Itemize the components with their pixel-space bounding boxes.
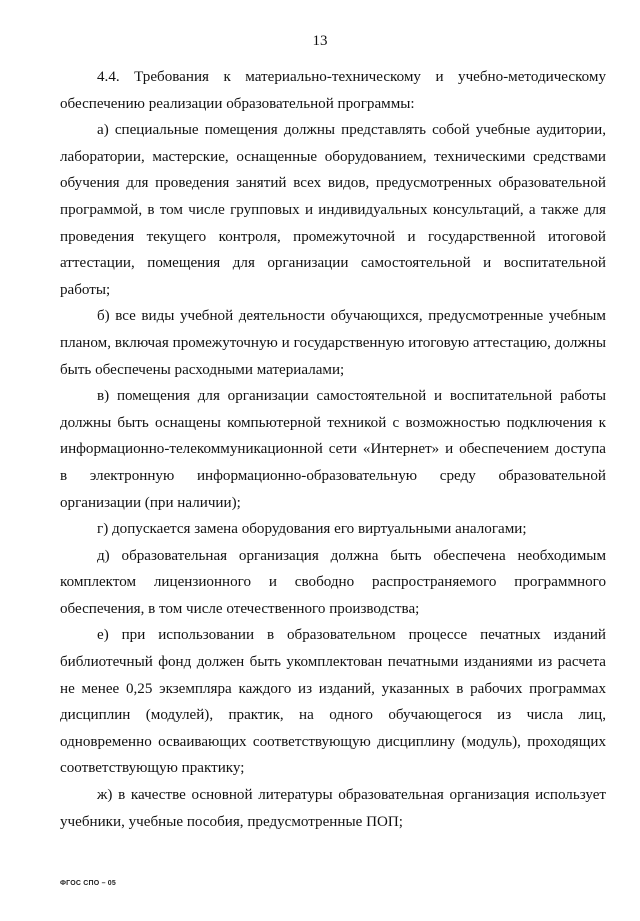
- paragraph-zh: ж) в качестве основной литературы образовательная организация использует учебники, учебные пособия, предусмотренные ПОП;: [60, 787, 606, 830]
- paragraph-b: б) все виды учебной деятельности обучающихся, предусмотренные учебным планом, включая промежуточную и государственную итоговую аттестацию, должны быть обеспечены расходными материалами;: [60, 308, 606, 378]
- paragraph-g: г) допускается замена оборудования его виртуальными аналогами;: [97, 521, 527, 538]
- paragraph-d: д) образовательная организация должна быть обеспечена необходимым комплектом лицензионного и свободно распространяемого программного обеспечения, в том числе отечественного производства;: [60, 547, 606, 617]
- paragraph-4-4-heading: 4.4. Требования к материально-техническому и учебно-методическому обеспечению реализации образовательной программы:: [60, 69, 606, 112]
- paragraph-e: е) при использовании в образовательном процессе печатных изданий библиотечный фонд должен быть укомплектован печатными изданиями из расчета не менее 0,25 экземпляра каждого из изданий, указанных в рабочих программах дисциплин (модулей), практик, на одного обучающегося из числа лиц, одновременно осваивающих соответствующую дисциплину (модуль), проходящих соответствующую практику;: [60, 627, 606, 777]
- page-number: 13: [312, 33, 328, 49]
- document-body: [60, 64, 606, 835]
- paragraph-v: в) помещения для организации самостоятельной и воспитательной работы должны быть оснащены компьютерной техникой с возможностью подключения к информационно-телекоммуникационной сети «Интернет» и обеспечением доступа в электронную информационно-образовательную среду образовательной организации (при наличии);: [60, 388, 606, 511]
- document-footer: ФГОС СПО – 05: [60, 880, 116, 887]
- paragraph-a: а) специальные помещения должны представлять собой учебные аудитории, лаборатории, мастерские, оснащенные оборудованием, техническими средствами обучения для проведения занятий всех видов, предусмотренных образовательной программой, в том числе групповых и индивидуальных консультаций, а также для проведения текущего контроля, промежуточной и государственной итоговой аттестации, помещения для организации самостоятельной и воспитательной работы;: [60, 122, 606, 298]
